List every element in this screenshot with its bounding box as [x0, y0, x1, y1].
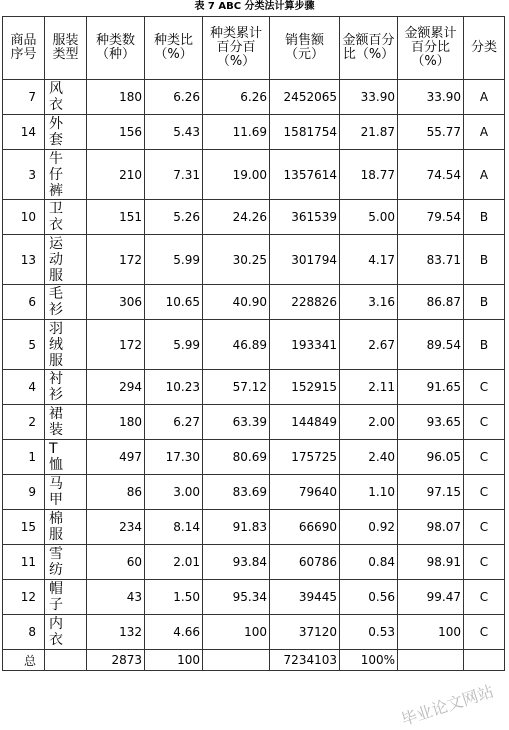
row-amount-pct: 0.92 — [340, 510, 398, 545]
type-label-text: T恤 — [49, 441, 63, 473]
row-type — [45, 615, 87, 650]
table-row — [3, 320, 505, 370]
row-cum-amount: 86.87 — [398, 285, 464, 320]
row-sales: 144849 — [270, 405, 340, 440]
row-amount-pct: 0.84 — [340, 545, 398, 580]
row-type — [45, 115, 87, 150]
row-type — [45, 580, 87, 615]
row-type — [45, 80, 87, 115]
row-sales: 1357614 — [270, 150, 340, 200]
row-count: 180 — [87, 405, 145, 440]
header-cell-cum-amount: 金额累计百分比（%） — [398, 17, 464, 80]
row-sales: 79640 — [270, 475, 340, 510]
total-cum-amount — [398, 650, 464, 671]
row-amount-pct: 4.17 — [340, 235, 398, 285]
row-ratio: 5.99 — [145, 320, 203, 370]
type-label-text: 牛仔裤 — [49, 150, 63, 199]
row-class: A — [464, 115, 505, 150]
row-sales: 2452065 — [270, 80, 340, 115]
row-cum-ratio: 40.90 — [203, 285, 270, 320]
row-cum-amount: 100 — [398, 615, 464, 650]
row-class: A — [464, 80, 505, 115]
row-cum-ratio: 57.12 — [203, 370, 270, 405]
row-sales: 193341 — [270, 320, 340, 370]
row-count: 210 — [87, 150, 145, 200]
row-amount-pct: 2.40 — [340, 440, 398, 475]
total-label: 总 — [3, 650, 45, 671]
table-row — [3, 285, 505, 320]
row-cum-amount: 33.90 — [398, 80, 464, 115]
total-row — [3, 650, 505, 671]
row-id: 5 — [3, 320, 45, 370]
table-row — [3, 370, 505, 405]
row-amount-pct: 33.90 — [340, 80, 398, 115]
type-label-text: 羽绒服 — [49, 320, 63, 369]
row-class: B — [464, 320, 505, 370]
header-row — [3, 17, 505, 80]
row-amount-pct: 0.53 — [340, 615, 398, 650]
row-cum-amount: 98.07 — [398, 510, 464, 545]
row-count: 156 — [87, 115, 145, 150]
type-label-text: 外套 — [49, 116, 63, 148]
row-count: 151 — [87, 200, 145, 235]
row-ratio: 5.26 — [145, 200, 203, 235]
row-sales: 152915 — [270, 370, 340, 405]
row-cum-amount: 55.77 — [398, 115, 464, 150]
row-id: 2 — [3, 405, 45, 440]
table-row — [3, 115, 505, 150]
row-class: C — [464, 405, 505, 440]
table-caption: 表 7 ABC 分类法计算步骤 — [194, 1, 315, 12]
row-amount-pct: 3.16 — [340, 285, 398, 320]
row-amount-pct: 21.87 — [340, 115, 398, 150]
row-class: C — [464, 580, 505, 615]
row-ratio: 6.26 — [145, 80, 203, 115]
row-cum-amount: 96.05 — [398, 440, 464, 475]
row-type — [45, 235, 87, 285]
row-cum-ratio: 24.26 — [203, 200, 270, 235]
total-cum-ratio — [203, 650, 270, 671]
header-cell-cum-ratio: 种类累计百分百（%） — [203, 17, 270, 80]
type-label-text: 棉服 — [49, 511, 63, 543]
row-cum-ratio: 95.34 — [203, 580, 270, 615]
table-row — [3, 150, 505, 200]
row-sales: 228826 — [270, 285, 340, 320]
table-row — [3, 405, 505, 440]
row-sales: 361539 — [270, 200, 340, 235]
row-cum-ratio: 30.25 — [203, 235, 270, 285]
header-cell-type: 服装类型 — [45, 17, 87, 80]
row-count: 86 — [87, 475, 145, 510]
row-id: 11 — [3, 545, 45, 580]
total-amount-pct: 100% — [340, 650, 398, 671]
row-count: 234 — [87, 510, 145, 545]
total-class — [464, 650, 505, 671]
row-type — [45, 150, 87, 200]
table-row — [3, 475, 505, 510]
row-cum-amount: 79.54 — [398, 200, 464, 235]
total-type — [45, 650, 87, 671]
type-label-text: 衬衫 — [49, 371, 63, 403]
row-ratio: 5.43 — [145, 115, 203, 150]
row-class: B — [464, 200, 505, 235]
row-amount-pct: 18.77 — [340, 150, 398, 200]
row-cum-amount: 97.15 — [398, 475, 464, 510]
row-type — [45, 545, 87, 580]
row-count: 172 — [87, 235, 145, 285]
row-sales: 39445 — [270, 580, 340, 615]
row-ratio: 17.30 — [145, 440, 203, 475]
row-cum-ratio: 46.89 — [203, 320, 270, 370]
row-id: 10 — [3, 200, 45, 235]
row-id: 8 — [3, 615, 45, 650]
row-count: 306 — [87, 285, 145, 320]
watermark: 毕业论文网站 — [398, 681, 496, 730]
row-cum-ratio: 83.69 — [203, 475, 270, 510]
row-ratio: 5.99 — [145, 235, 203, 285]
row-count: 132 — [87, 615, 145, 650]
total-sales: 7234103 — [270, 650, 340, 671]
row-amount-pct: 2.00 — [340, 405, 398, 440]
table-row — [3, 235, 505, 285]
row-type — [45, 200, 87, 235]
table-row — [3, 440, 505, 475]
row-count: 497 — [87, 440, 145, 475]
row-count: 294 — [87, 370, 145, 405]
row-sales: 60786 — [270, 545, 340, 580]
row-cum-ratio: 63.39 — [203, 405, 270, 440]
row-cum-ratio: 93.84 — [203, 545, 270, 580]
row-amount-pct: 5.00 — [340, 200, 398, 235]
total-count: 2873 — [87, 650, 145, 671]
row-cum-ratio: 19.00 — [203, 150, 270, 200]
row-class: C — [464, 440, 505, 475]
row-ratio: 1.50 — [145, 580, 203, 615]
type-label-text: 雪纺 — [49, 546, 63, 578]
row-sales: 37120 — [270, 615, 340, 650]
row-cum-amount: 98.91 — [398, 545, 464, 580]
row-id: 3 — [3, 150, 45, 200]
row-class: A — [464, 150, 505, 200]
row-ratio: 7.31 — [145, 150, 203, 200]
row-count: 180 — [87, 80, 145, 115]
row-amount-pct: 1.10 — [340, 475, 398, 510]
row-cum-ratio: 100 — [203, 615, 270, 650]
row-id: 15 — [3, 510, 45, 545]
row-ratio: 2.01 — [145, 545, 203, 580]
header-cell-amount-pct: 金额百分比（%） — [340, 17, 398, 80]
row-amount-pct: 2.11 — [340, 370, 398, 405]
row-sales: 1581754 — [270, 115, 340, 150]
header-cell-ratio: 种类比（%） — [145, 17, 203, 80]
row-sales: 175725 — [270, 440, 340, 475]
table-row — [3, 510, 505, 545]
row-ratio: 8.14 — [145, 510, 203, 545]
row-class: C — [464, 510, 505, 545]
row-ratio: 3.00 — [145, 475, 203, 510]
row-class: B — [464, 285, 505, 320]
table-row — [3, 580, 505, 615]
row-cum-ratio: 11.69 — [203, 115, 270, 150]
row-cum-amount: 74.54 — [398, 150, 464, 200]
row-id: 12 — [3, 580, 45, 615]
row-class: B — [464, 235, 505, 285]
row-type — [45, 370, 87, 405]
table-row — [3, 200, 505, 235]
table-row — [3, 615, 505, 650]
row-id: 4 — [3, 370, 45, 405]
row-amount-pct: 0.56 — [340, 580, 398, 615]
row-type — [45, 510, 87, 545]
type-label-text: 帽子 — [49, 581, 63, 613]
row-class: C — [464, 475, 505, 510]
total-ratio: 100 — [145, 650, 203, 671]
row-id: 13 — [3, 235, 45, 285]
row-type — [45, 320, 87, 370]
row-cum-ratio: 91.83 — [203, 510, 270, 545]
row-id: 14 — [3, 115, 45, 150]
row-cum-ratio: 80.69 — [203, 440, 270, 475]
row-sales: 66690 — [270, 510, 340, 545]
header-cell-count: 种类数（种） — [87, 17, 145, 80]
table-row — [3, 80, 505, 115]
row-cum-amount: 89.54 — [398, 320, 464, 370]
type-label-text: 风衣 — [49, 81, 63, 113]
row-class: C — [464, 545, 505, 580]
header-cell-id: 商品序号 — [3, 17, 45, 80]
type-label-text: 马甲 — [49, 476, 63, 508]
type-label-text: 卫衣 — [49, 201, 63, 233]
row-type — [45, 475, 87, 510]
row-type — [45, 285, 87, 320]
header-cell-sales: 销售额（元） — [270, 17, 340, 80]
row-id: 6 — [3, 285, 45, 320]
row-type — [45, 440, 87, 475]
row-class: C — [464, 370, 505, 405]
abc-classification-table — [2, 16, 505, 671]
row-id: 9 — [3, 475, 45, 510]
row-amount-pct: 2.67 — [340, 320, 398, 370]
row-count: 60 — [87, 545, 145, 580]
row-ratio: 6.27 — [145, 405, 203, 440]
row-type — [45, 405, 87, 440]
row-cum-amount: 93.65 — [398, 405, 464, 440]
row-sales: 301794 — [270, 235, 340, 285]
row-ratio: 4.66 — [145, 615, 203, 650]
header-cell-class: 分类 — [464, 17, 505, 80]
type-label-text: 毛衫 — [49, 286, 63, 318]
row-cum-ratio: 6.26 — [203, 80, 270, 115]
type-label-text: 内衣 — [49, 616, 63, 648]
row-count: 43 — [87, 580, 145, 615]
row-cum-amount: 99.47 — [398, 580, 464, 615]
row-id: 7 — [3, 80, 45, 115]
type-label-text: 运动服 — [49, 235, 63, 284]
row-count: 172 — [87, 320, 145, 370]
row-id: 1 — [3, 440, 45, 475]
type-label-text: 裙装 — [49, 406, 63, 438]
row-cum-amount: 83.71 — [398, 235, 464, 285]
row-ratio: 10.65 — [145, 285, 203, 320]
row-class: C — [464, 615, 505, 650]
row-ratio: 10.23 — [145, 370, 203, 405]
row-cum-amount: 91.65 — [398, 370, 464, 405]
table-row — [3, 545, 505, 580]
